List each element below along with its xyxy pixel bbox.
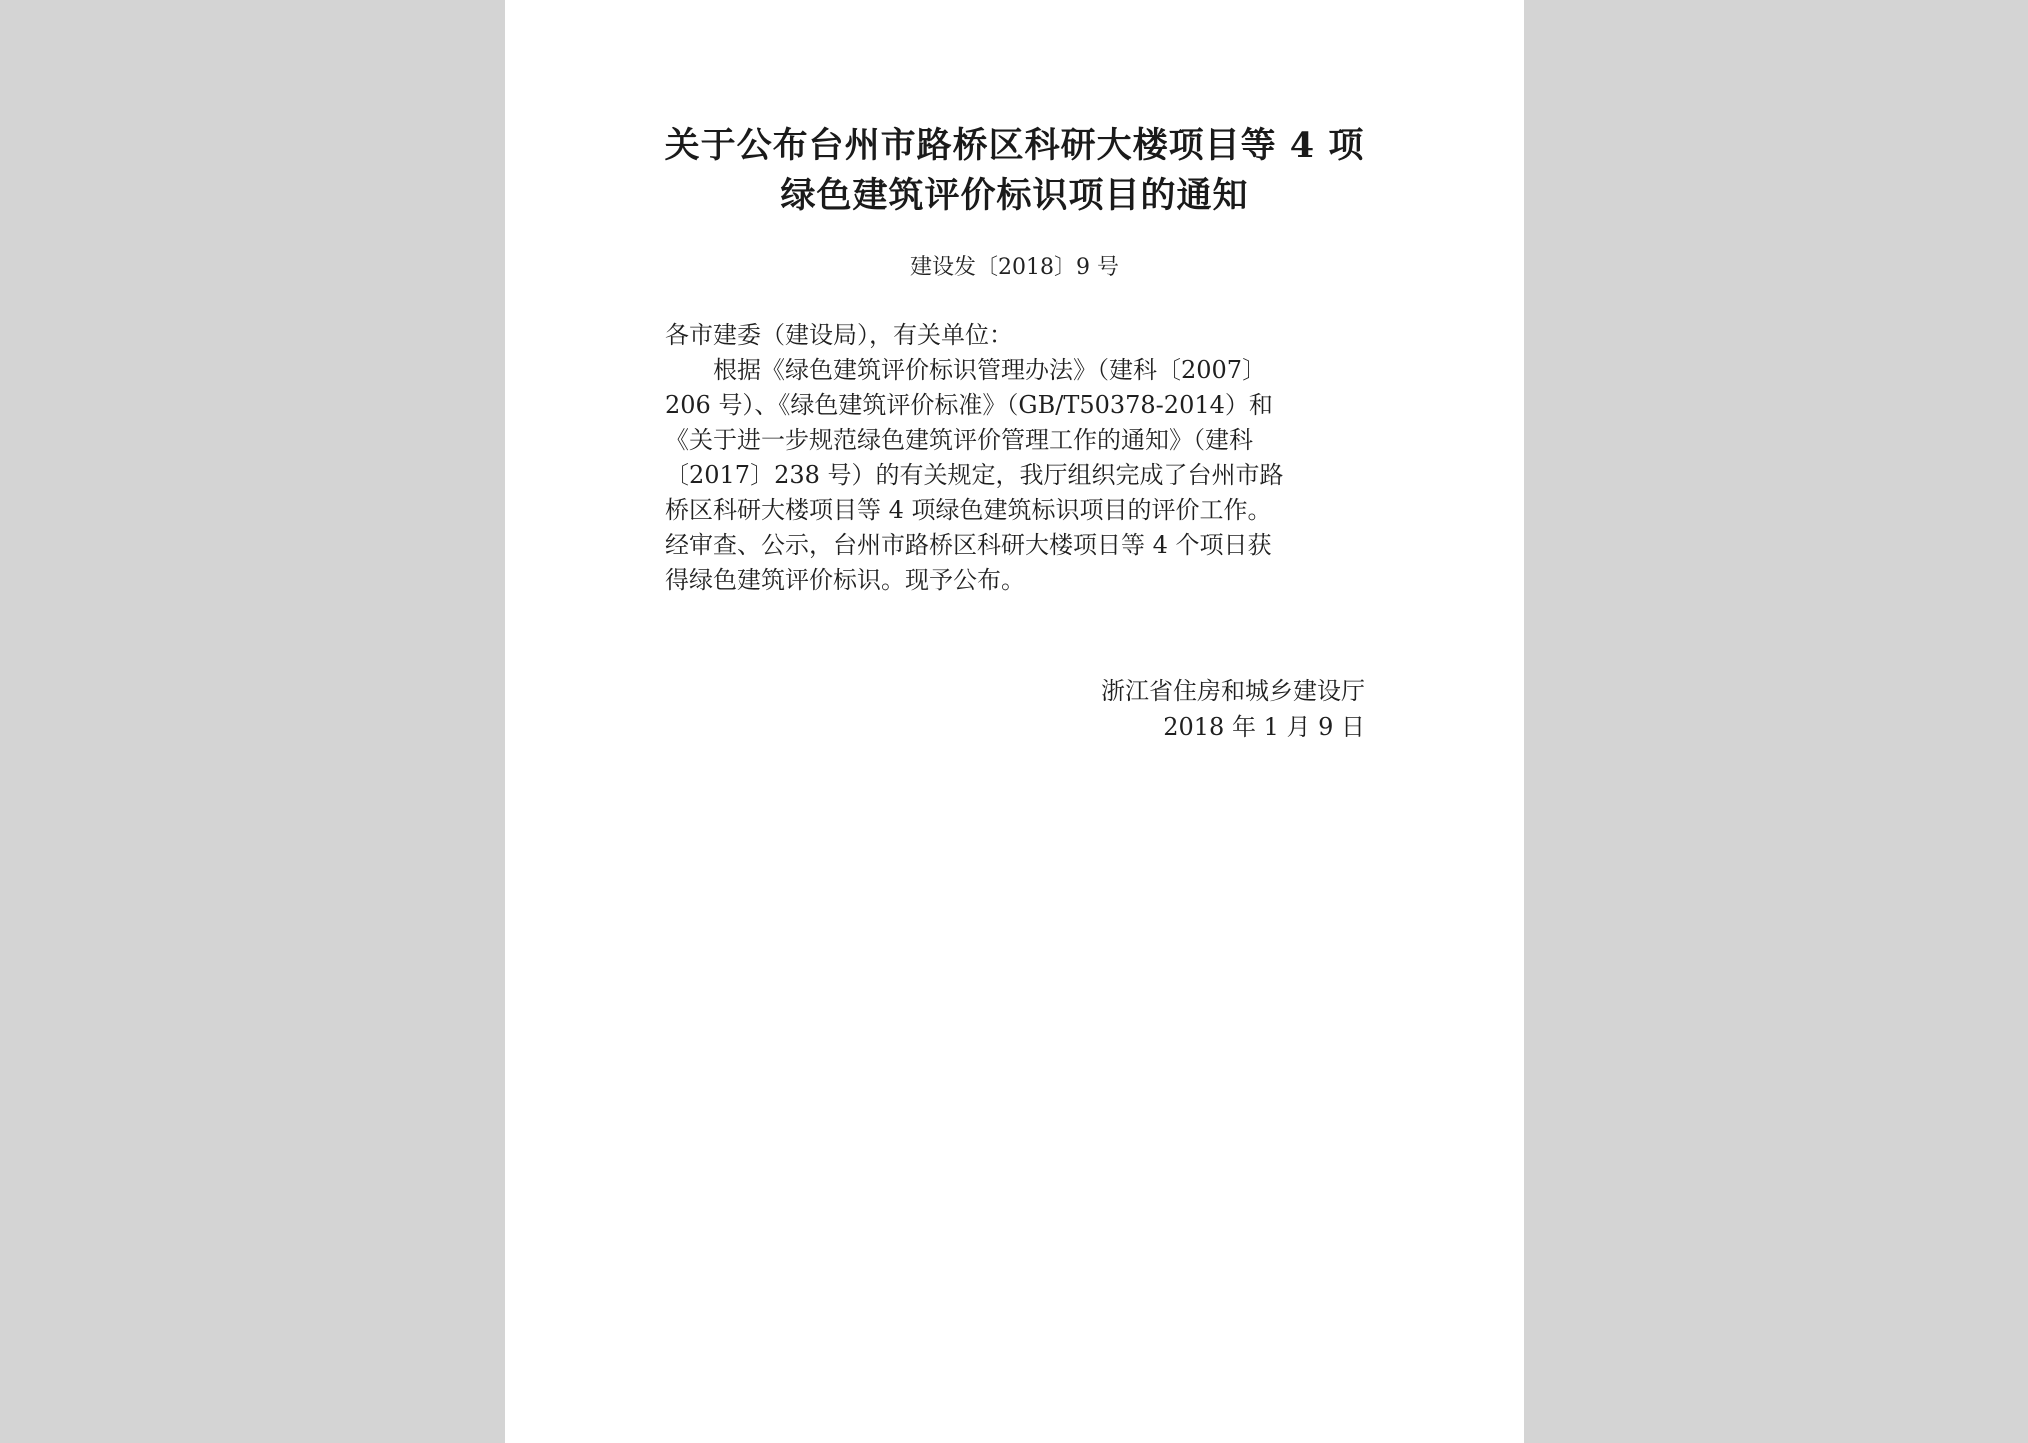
issue-date: 2018 年 1 月 9 日 [1163, 713, 1365, 741]
body-line: 经审查、公示，台州市路桥区科研大楼项日等 4 个项日获 [665, 531, 1272, 559]
body-line: 〔2017〕238 号）的有关规定，我厅组织完成了台州市路 [665, 461, 1284, 489]
body-line: 得绿色建筑评价标识。现予公布。 [665, 566, 1025, 594]
body-line: 根据《绿色建筑评价标识管理办法》（建科〔2007〕 [665, 356, 1267, 384]
salutation: 各市建委（建设局），有关单位： [665, 321, 1013, 349]
document-title-line-2: 绿色建筑评价标识项目的通知 [780, 175, 1249, 216]
body-line: 桥区科研大楼项目等 4 项绿色建筑标识项目的评价工作。 [665, 496, 1272, 524]
document-number: 建设发〔2018〕9 号 [910, 255, 1119, 280]
body-line: 《关于进一步规范绿色建筑评价管理工作的通知》（建科 [665, 426, 1253, 454]
issuer-signature: 浙江省住房和城乡建设厅 [1101, 677, 1365, 705]
document-page [505, 0, 1524, 1443]
body-line: 206 号）、《绿色建筑评价标准》（GB/T50378-2014）和 [665, 391, 1273, 419]
document-title-line-1: 关于公布台州市路桥区科研大楼项目等 4 项 [664, 125, 1365, 166]
